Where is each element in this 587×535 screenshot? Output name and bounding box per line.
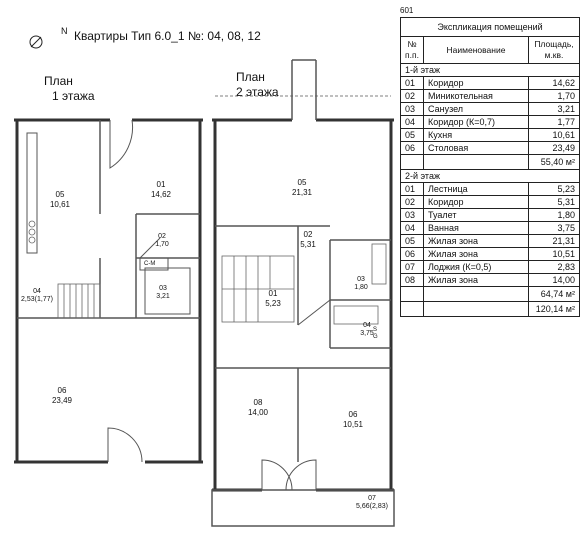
room-number-cell: 03 [401, 209, 424, 222]
room-area: 21,31 [291, 188, 313, 197]
table-row [401, 274, 580, 287]
room-name-cell: Жилая зона [424, 274, 529, 287]
table-row [401, 90, 580, 103]
room-number: 04 [363, 322, 371, 329]
room-number: 05 [297, 178, 307, 187]
floor2-plan-label [236, 70, 279, 100]
room-name-cell: Кухня [424, 129, 529, 142]
room-area: 10,61 [49, 200, 71, 209]
room-area: 14,62 [150, 190, 172, 199]
col-header-name: Наименование [424, 37, 529, 64]
room-name-cell: Столовая [424, 142, 529, 155]
subtotal-row [401, 287, 580, 302]
room-number-cell: 01 [401, 183, 424, 196]
table-row [401, 129, 580, 142]
room-area: 5,23 [265, 299, 281, 308]
room-number: 02 [158, 233, 166, 240]
floor2-label-line2: 2 этажа [236, 85, 279, 99]
room-label [156, 285, 170, 301]
room-label [356, 495, 388, 511]
floor-heading-row [401, 170, 580, 183]
room-label [155, 233, 169, 249]
room-area-cell: 14,62 [529, 77, 580, 90]
room-number-cell: 06 [401, 142, 424, 155]
room-area-cell: 23,49 [529, 142, 580, 155]
room-name-cell: Коридор [424, 77, 529, 90]
room-number-cell: 08 [401, 274, 424, 287]
room-label [300, 230, 316, 250]
table-header-row [401, 37, 580, 64]
floor-heading-row [401, 64, 580, 77]
grand-total: 120,14 м² [529, 302, 580, 317]
room-name-cell: Туалет [424, 209, 529, 222]
room-number: 06 [348, 410, 358, 419]
room-label [151, 180, 171, 200]
room-number-cell: 01 [401, 77, 424, 90]
room-area-cell: 3,75 [529, 222, 580, 235]
sheet-number: 601 [400, 6, 414, 15]
room-area-cell: 10,61 [529, 129, 580, 142]
room-name-cell: Ванная [424, 222, 529, 235]
room-number: 03 [159, 285, 167, 292]
room-number-cell: 04 [401, 116, 424, 129]
floor-heading: 1-й этаж [401, 64, 580, 77]
room-area: 3,75 [360, 330, 374, 337]
room-area-cell: 1,70 [529, 90, 580, 103]
room-number-cell: 07 [401, 261, 424, 274]
table-row [401, 222, 580, 235]
room-area-cell: 5,31 [529, 196, 580, 209]
room-number-cell: 05 [401, 129, 424, 142]
floor1-label-line1: План [44, 74, 73, 88]
room-number: 01 [268, 289, 278, 298]
room-area: 3,21 [156, 293, 170, 300]
room-number: 01 [156, 180, 166, 189]
room-area-cell: 2,83 [529, 261, 580, 274]
floor-heading: 2-й этаж [401, 170, 580, 183]
floor1-label-line2: 1 этажа [52, 89, 95, 103]
box-mark-s: S [373, 327, 378, 333]
explication-table [400, 17, 580, 317]
room-label [248, 398, 268, 418]
room-number: 06 [57, 386, 67, 395]
room-number: 02 [303, 230, 313, 239]
table-row [401, 235, 580, 248]
page-title: Квартиры Тип 6.0_1 №: 04, 08, 12 [74, 29, 261, 43]
room-name-cell: Лоджия (К=0,5) [424, 261, 529, 274]
room-number: 03 [357, 276, 365, 283]
floor-subtotal: 64,74 м² [529, 287, 580, 302]
room-area: 5,66(2,83) [356, 503, 388, 510]
table-row [401, 116, 580, 129]
room-label [360, 322, 374, 338]
boiler-mark: С-М [144, 261, 156, 267]
table-row [401, 103, 580, 116]
total-row [401, 302, 580, 317]
floor1-plan-label [44, 74, 95, 104]
table-caption: Экспликация помещений [401, 18, 580, 37]
room-area: 1,70 [155, 241, 169, 248]
floor2-label-line1: План [236, 70, 265, 84]
room-area-cell: 1,77 [529, 116, 580, 129]
col-header-number: № п.п. [401, 37, 424, 64]
col-header-area: Площадь, м.кв. [529, 37, 580, 64]
room-area-cell: 10,51 [529, 248, 580, 261]
box-mark-g: G [373, 334, 378, 340]
room-label [52, 386, 72, 406]
table-row [401, 261, 580, 274]
room-area: 14,00 [247, 408, 269, 417]
room-area: 2,53(1,77) [21, 296, 53, 303]
room-area: 10,51 [342, 420, 364, 429]
room-number-cell: 03 [401, 103, 424, 116]
room-area-cell: 5,23 [529, 183, 580, 196]
north-label: N [61, 26, 68, 36]
room-number: 04 [33, 288, 41, 295]
room-number-cell: 04 [401, 222, 424, 235]
floor-subtotal: 55,40 м² [529, 155, 580, 170]
room-area: 23,49 [51, 396, 73, 405]
table-row [401, 248, 580, 261]
table-row [401, 183, 580, 196]
room-label [343, 410, 363, 430]
empty-cell [401, 302, 424, 317]
room-label [354, 276, 368, 292]
room-number: 08 [253, 398, 263, 407]
room-name-cell: Коридор (К=0,7) [424, 116, 529, 129]
room-number: 05 [55, 190, 65, 199]
room-name-cell: Миникотельная [424, 90, 529, 103]
empty-cell [424, 155, 529, 170]
room-label [265, 289, 281, 309]
room-label [292, 178, 312, 198]
room-name-cell: Жилая зона [424, 235, 529, 248]
room-number-cell: 02 [401, 90, 424, 103]
table-row [401, 196, 580, 209]
room-name-cell: Лестница [424, 183, 529, 196]
room-number-cell: 02 [401, 196, 424, 209]
table-caption-row [401, 18, 580, 37]
room-area: 5,31 [300, 240, 316, 249]
room-area: 1,80 [354, 284, 368, 291]
empty-cell [401, 155, 424, 170]
room-name-cell: Жилая зона [424, 248, 529, 261]
room-area-cell: 14,00 [529, 274, 580, 287]
subtotal-row [401, 155, 580, 170]
room-number-cell: 05 [401, 235, 424, 248]
room-name-cell: Санузел [424, 103, 529, 116]
room-area-cell: 3,21 [529, 103, 580, 116]
empty-cell [424, 302, 529, 317]
room-area-cell: 21,31 [529, 235, 580, 248]
room-label [50, 190, 70, 210]
table-row [401, 77, 580, 90]
floor2-walls [212, 120, 394, 490]
empty-cell [424, 287, 529, 302]
room-label [21, 288, 53, 304]
table-row [401, 142, 580, 155]
room-area-cell: 1,80 [529, 209, 580, 222]
room-number: 07 [368, 495, 376, 502]
room-name-cell: Коридор [424, 196, 529, 209]
table-row [401, 209, 580, 222]
empty-cell [401, 287, 424, 302]
room-number-cell: 06 [401, 248, 424, 261]
